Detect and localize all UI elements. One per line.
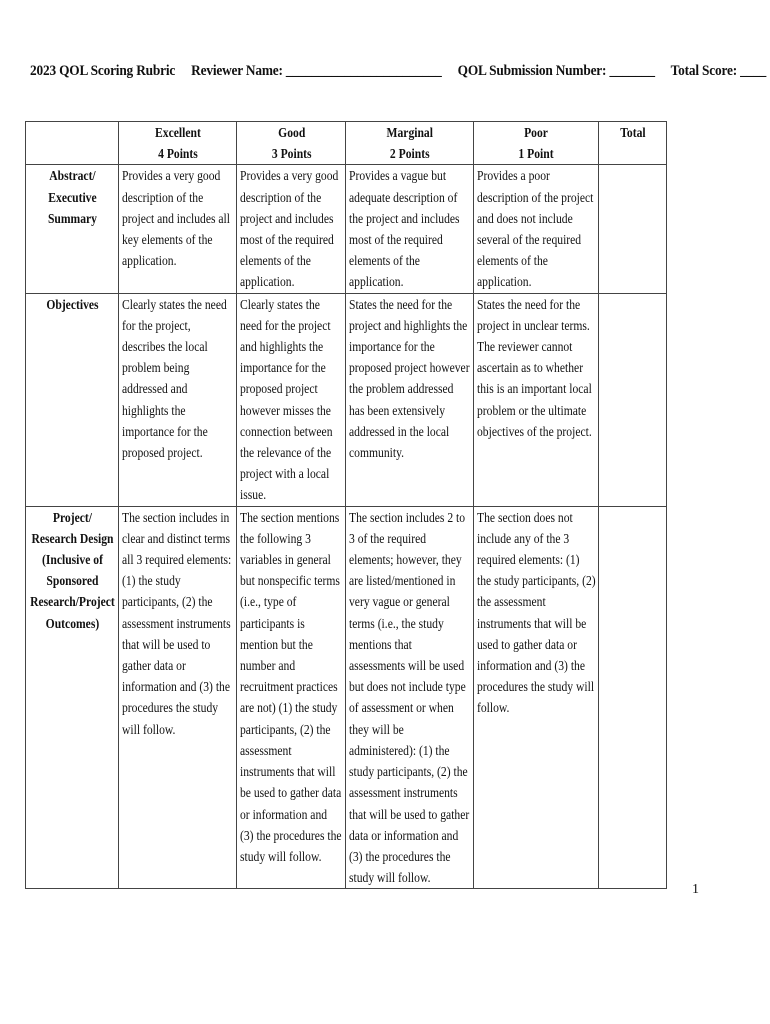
excellent-cell: The section includes in clear and distinct terms all 3 required elements: (1) the study participants, (2) the assessment instruments that will be used to gather data or information and (3) the procedures the study will follow. — [119, 506, 237, 889]
reviewer-name-field: Reviewer Name: ________________________ — [191, 63, 442, 79]
table-row — [26, 165, 667, 293]
excellent-cell: Clearly states the need for the project, describes the local problem being addressed and highlights the importance for the proposed project. — [119, 293, 237, 506]
marginal-cell: States the need for the project and highlights the importance for the proposed project however the problem addressed has been extensively addressed in the local community. — [346, 293, 474, 506]
poor-cell: Provides a poor description of the project and does not include several of the required elements of the application. — [474, 165, 599, 293]
page-number: 1 — [692, 882, 699, 897]
submission-number-field: QOL Submission Number: _______ — [457, 63, 655, 79]
criterion-cell: Objectives — [26, 293, 119, 506]
good-cell: Clearly states the need for the project and highlights the importance for the proposed project however misses the connection between the relevance of the project with a local issue. — [237, 293, 346, 506]
poor-cell: The section does not include any of the 3 required elements: (1) the study participants, (2) the assessment instruments that will be used to gather data or information and (3) the procedures the study will follow. — [474, 506, 599, 889]
column-header-total: Total — [599, 122, 667, 165]
table-row — [26, 293, 667, 506]
marginal-cell: The section includes 2 to 3 of the required elements; however, they are listed/mentioned in very vague or general terms (i.e., the study mentions that assessments will be used but does not include type of assessment or when they will be administered): (1) the study participants, (2) the assessment instruments that will be used to gather data or information and (3) the procedures the study will follow. — [346, 506, 474, 889]
poor-cell: States the need for the project in unclear terms. The reviewer cannot ascertain as to whether this is an important local problem or the ultimate objectives of the project. — [474, 293, 599, 506]
good-cell: Provides a very good description of the project and includes most of the required elements of the application. — [237, 165, 346, 293]
total-cell[interactable] — [599, 165, 667, 293]
rubric-table — [25, 121, 667, 889]
column-header-excellent: Excellent 4 Points — [119, 122, 237, 165]
total-cell[interactable] — [599, 293, 667, 506]
excellent-cell: Provides a very good description of the project and includes all key elements of the application. — [119, 165, 237, 293]
criterion-cell: Abstract/ Executive Summary — [26, 165, 119, 293]
document-header — [30, 63, 767, 80]
column-header-poor: Poor 1 Point — [474, 122, 599, 165]
good-cell: The section mentions the following 3 variables in general but nonspecific terms (i.e., type of participants is mention but the number and recruitment practices are not) (1) the study participants, (2) the assessment instruments that will be used to gather data or information and (3) the procedures the study will follow. — [237, 506, 346, 889]
table-row — [26, 506, 667, 889]
criterion-cell: Project/ Research Design (Inclusive of Sponsored Research/Project Outcomes) — [26, 506, 119, 889]
marginal-cell: Provides a vague but adequate description of the project and includes most of the required elements of the application. — [346, 165, 474, 293]
rubric-title: 2023 QOL Scoring Rubric — [30, 63, 176, 79]
total-score-field: Total Score: ____ — [670, 63, 767, 79]
column-header-good: Good 3 Points — [237, 122, 346, 165]
column-header-marginal: Marginal 2 Points — [346, 122, 474, 165]
column-header-criterion — [26, 122, 119, 165]
total-cell[interactable] — [599, 506, 667, 889]
table-header-row — [26, 122, 667, 165]
